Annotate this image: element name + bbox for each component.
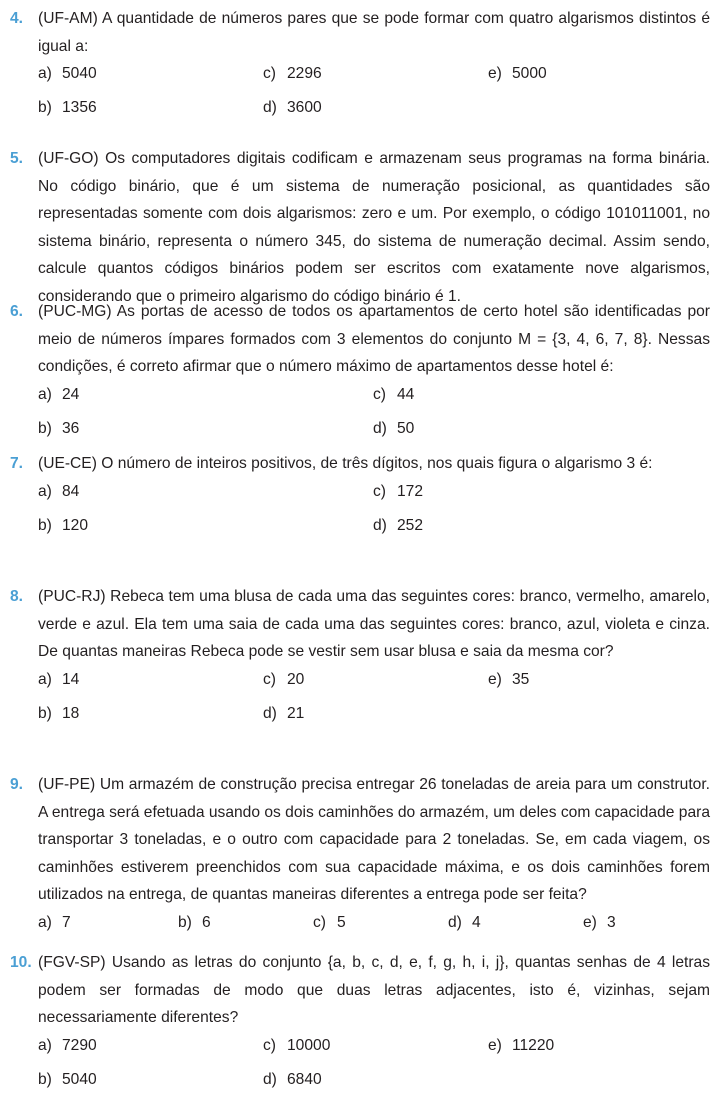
- answer-options: [10, 909, 710, 943]
- option-value: 50: [397, 419, 415, 437]
- answer-option[interactable]: [38, 1066, 97, 1094]
- question-number: 6.: [10, 303, 24, 320]
- answer-option[interactable]: [263, 700, 304, 728]
- option-value: 3600: [287, 99, 322, 116]
- options-row: [38, 94, 710, 128]
- answer-option[interactable]: [313, 909, 346, 937]
- option-value: 4: [472, 913, 481, 931]
- option-value: 172: [397, 482, 424, 500]
- option-letter: b): [178, 913, 192, 931]
- option-value: 44: [397, 385, 415, 403]
- question-7: [10, 450, 710, 546]
- answer-option[interactable]: [38, 1032, 97, 1060]
- option-value: 252: [397, 516, 424, 534]
- options-row: [38, 60, 710, 94]
- question-number: 10.: [10, 954, 32, 971]
- options-row: [38, 700, 710, 734]
- question-statement: (UF-GO) Os computadores digitais codificam e armazenam seus programas na forma binária. No código binário, que é um sistema de numeração posicional, as quantidades são representadas somente com dois algarismos: zero e um. Por exemplo, o código 101011001, no sistema binário, representa o número 345, do sistema de numeração decimal. Assim sendo, calcule quantos códigos binários podem ser escritos com exatamente nove algarismos, considerando que o primeiro algarismo do código binário é 1.: [38, 150, 710, 305]
- option-letter: d): [263, 704, 277, 722]
- answer-options: [10, 60, 710, 128]
- option-letter: c): [263, 65, 276, 82]
- option-value: 24: [62, 385, 80, 403]
- question-text: [10, 145, 710, 310]
- answer-options: [10, 381, 710, 449]
- answer-option[interactable]: [448, 909, 481, 937]
- question-statement: (UE-CE) O número de inteiros positivos, de três dígitos, nos quais figura o algarismo 3 é:: [38, 455, 653, 472]
- option-letter: c): [373, 482, 386, 500]
- option-letter: a): [38, 913, 52, 931]
- question-statement: (PUC-RJ) Rebeca tem uma blusa de cada uma das seguintes cores: branco, vermelho, amarelo, verde e azul. Ela tem uma saia de cada uma das seguintes cores: branco, azul, violeta e cinza. De quantas maneiras Rebeca pode se vestir sem usar blusa e saia da mesma cor?: [38, 588, 710, 660]
- answer-option[interactable]: [38, 512, 88, 540]
- option-value: 120: [62, 516, 89, 534]
- question-5: [10, 145, 710, 310]
- question-text: [10, 583, 710, 666]
- question-text: [10, 949, 710, 1032]
- answer-option[interactable]: [373, 415, 414, 443]
- answer-option[interactable]: [38, 478, 79, 506]
- option-letter: d): [263, 1070, 277, 1088]
- options-row: [38, 666, 710, 700]
- option-value: 1356: [62, 99, 97, 116]
- answer-option[interactable]: [178, 909, 211, 937]
- option-value: 36: [62, 419, 80, 437]
- answer-option[interactable]: [373, 512, 423, 540]
- option-value: 10000: [287, 1036, 331, 1054]
- option-letter: e): [488, 670, 502, 688]
- options-row: [38, 478, 710, 512]
- question-number: 4.: [10, 10, 24, 27]
- option-value: 3: [607, 913, 616, 931]
- answer-option[interactable]: [38, 60, 97, 88]
- option-letter: b): [38, 516, 52, 534]
- answer-option[interactable]: [373, 478, 423, 506]
- answer-option[interactable]: [263, 1032, 330, 1060]
- option-value: 7290: [62, 1036, 97, 1054]
- option-letter: a): [38, 670, 52, 688]
- question-number: 8.: [10, 588, 24, 605]
- option-value: 11220: [512, 1036, 555, 1054]
- answer-options: [10, 478, 710, 546]
- option-value: 21: [287, 704, 305, 722]
- option-letter: d): [448, 913, 462, 931]
- answer-option[interactable]: [583, 909, 616, 937]
- option-letter: c): [313, 913, 326, 931]
- question-text: [10, 771, 710, 909]
- question-number: 9.: [10, 776, 24, 793]
- answer-option[interactable]: [38, 909, 71, 937]
- answer-option[interactable]: [263, 60, 322, 88]
- option-value: 5000: [512, 65, 547, 82]
- option-letter: b): [38, 419, 52, 437]
- answer-option[interactable]: [38, 415, 79, 443]
- answer-option[interactable]: [38, 94, 97, 122]
- option-letter: d): [373, 516, 387, 534]
- answer-option[interactable]: [38, 381, 79, 409]
- option-letter: d): [263, 99, 277, 116]
- option-letter: c): [373, 385, 386, 403]
- option-letter: e): [583, 913, 597, 931]
- answer-option[interactable]: [488, 60, 547, 88]
- answer-option[interactable]: [38, 666, 79, 694]
- option-letter: e): [488, 65, 502, 82]
- answer-options: [10, 1032, 710, 1100]
- option-value: 20: [287, 670, 305, 688]
- question-text: [10, 5, 710, 60]
- option-letter: d): [373, 419, 387, 437]
- question-statement: (PUC-MG) As portas de acesso de todos os apartamentos de certo hotel são identificadas por meio de números ímpares formados com 3 elementos do conjunto M = {3, 4, 6, 7, 8}. Nessas condições, é correto afirmar que o número máximo de apartamentos desse hotel é:: [38, 303, 710, 375]
- option-letter: a): [38, 482, 52, 500]
- options-row: [38, 381, 710, 415]
- option-letter: c): [263, 670, 276, 688]
- answer-option[interactable]: [263, 94, 322, 122]
- question-statement: (UF-AM) A quantidade de números pares que se pode formar com quatro algarismos distintos é igual a:: [38, 10, 710, 55]
- answer-option[interactable]: [488, 1032, 554, 1060]
- option-value: 6840: [287, 1070, 322, 1088]
- question-statement: (UF-PE) Um armazém de construção precisa entregar 26 toneladas de areia para um construtor. A entrega será efetuada usando os dois caminhões do armazém, um deles com capacidade para transportar 3 toneladas, e o outro com capacidade para 2 toneladas. Se, em cada viagem, os caminhões estiverem preenchidos com sua capacidade máxima, e os dois caminhões forem utilizados na entrega, de quantas maneiras diferentes a entrega pode ser feita?: [38, 776, 710, 903]
- answer-option[interactable]: [263, 666, 304, 694]
- options-row: [38, 1032, 710, 1066]
- question-statement: (FGV-SP) Usando as letras do conjunto {a, b, c, d, e, f, g, h, i, j}, quantas senhas de 4 letras podem ser formadas de modo que duas letras adjacentes, isto é, vizinhas, sejam necessariamente diferentes?: [38, 954, 710, 1026]
- answer-option[interactable]: [488, 666, 529, 694]
- options-row: [38, 1066, 710, 1100]
- question-8: [10, 583, 710, 734]
- options-row: [38, 415, 710, 449]
- option-value: 18: [62, 704, 80, 722]
- option-letter: e): [488, 1036, 502, 1054]
- option-value: 5040: [62, 1070, 97, 1088]
- options-row: [38, 909, 710, 943]
- option-value: 5: [337, 913, 346, 931]
- option-letter: b): [38, 704, 52, 722]
- question-6: [10, 298, 710, 449]
- option-value: 2296: [287, 65, 322, 82]
- question-4: [10, 5, 710, 128]
- answer-options: [10, 666, 710, 734]
- option-value: 14: [62, 670, 80, 688]
- option-value: 35: [512, 670, 530, 688]
- question-9: [10, 771, 710, 943]
- answer-option[interactable]: [373, 381, 414, 409]
- answer-option[interactable]: [263, 1066, 322, 1094]
- question-10: [10, 949, 710, 1100]
- option-value: 7: [62, 913, 71, 931]
- option-letter: c): [263, 1036, 276, 1054]
- question-text: [10, 298, 710, 381]
- option-letter: b): [38, 1070, 52, 1088]
- option-letter: b): [38, 99, 52, 116]
- option-value: 84: [62, 482, 80, 500]
- question-number: 7.: [10, 455, 24, 472]
- option-letter: a): [38, 65, 52, 82]
- options-row: [38, 512, 710, 546]
- option-value: 6: [202, 913, 211, 931]
- option-letter: a): [38, 1036, 52, 1054]
- option-letter: a): [38, 385, 52, 403]
- answer-option[interactable]: [38, 700, 79, 728]
- question-number: 5.: [10, 150, 24, 167]
- option-value: 5040: [62, 65, 97, 82]
- question-text: [10, 450, 710, 478]
